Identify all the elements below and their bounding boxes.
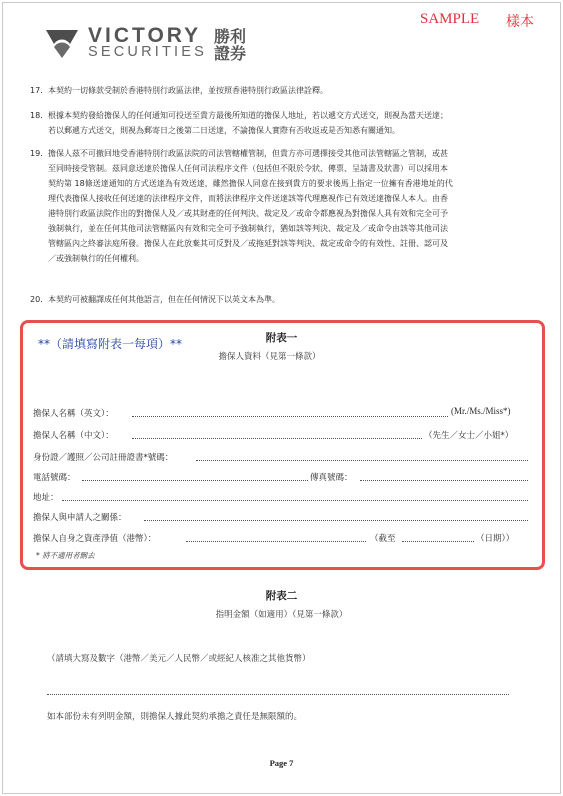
- name-en-label: 擔保人名稱（英文）：: [33, 409, 114, 419]
- clause-text: 契約第 18條送達通知的方式送達為有效送達，雖然擔保人同意在接到貴方的要求後馬上指定一位擁有香港地址的代: [48, 179, 453, 188]
- date-suffix-label: （日期））: [476, 534, 515, 544]
- clause-text: 管轄區內之終審法庭所發。擔保人在此放棄其可反對及／或拖延對該等判決、裁定或命令的有效性、註冊、認可及: [48, 239, 448, 248]
- amount-instruction: （請填大寫及數字（港幣／美元／人民幣／或經紀人核准之其他貨幣）: [47, 654, 311, 664]
- schedule-1-title: 附表一: [265, 332, 298, 344]
- clause-text: 根據本契約發給擔保人的任何通知可投送至貴方最後所知道的擔保人地址，若以遞交方式送交，則視為當天送達；: [48, 111, 448, 120]
- as-of-label: （截至: [370, 534, 396, 544]
- sample-stamp-zh: 樣本: [506, 14, 534, 30]
- specified-amount-field[interactable]: [47, 686, 509, 695]
- relationship-field[interactable]: [144, 511, 528, 521]
- address-field[interactable]: [62, 491, 528, 501]
- schedule-1-subtitle: 擔保人資料（見第一條款）: [218, 352, 321, 362]
- name-zh-label: 擔保人名稱（中文）：: [33, 431, 114, 441]
- net-worth-label: 擔保人自身之資產淨值（港幣）：: [33, 534, 157, 544]
- clause-text: 理代表擔保人接收任何送達的法律程序文件，而將法律程序文件送達該等代理應視作已有效送達擔保人本人。由香: [48, 194, 448, 203]
- clause-number: 18.: [30, 111, 43, 120]
- id-number-field[interactable]: [196, 451, 528, 461]
- clause-number: 19.: [30, 149, 43, 158]
- logo-text-zh-1: 勝利: [214, 27, 247, 46]
- fax-label: 傳真號碼：: [310, 473, 353, 483]
- clause-text: 本契約一切條款受制於香港特別行政區法律，並按照香港特別行政區法律詮釋。: [48, 86, 328, 95]
- victory-logo-icon: [44, 26, 80, 60]
- clause-text: 強制執行，並在任何其他司法管轄區內有效和完全可予強制執行，猶如該等判決、裁定及／或命令由該等其他司法: [48, 224, 448, 233]
- net-worth-field[interactable]: [186, 532, 366, 542]
- phone-field[interactable]: [82, 471, 308, 481]
- logo-text-securities: SECURITIES: [88, 44, 208, 60]
- logo-text-victory: VICTORY: [88, 24, 202, 47]
- id-number-label: 身份證／護照／公司註冊證書*號碼：: [33, 453, 174, 463]
- page-number: Page 7: [269, 758, 294, 768]
- schedule-2-title: 附表二: [265, 590, 298, 602]
- schedule-2-subtitle: 指明金額（如適用）（見第一條款）: [215, 610, 348, 620]
- name-en-title-options: (Mr./Ms./Miss*): [451, 406, 511, 416]
- name-zh-field[interactable]: [132, 429, 422, 439]
- name-zh-title-options: （先生／女士／小姐*）: [424, 431, 514, 441]
- clause-number: 20.: [30, 295, 43, 304]
- clause-text: 若以郵遞方式送交，則視為郵寄日之後第二日送達，不論擔保人實際有否收返或是否知悉有關通知。: [48, 126, 400, 135]
- strike-out-footnote: * 將不適用者刪去: [36, 551, 95, 560]
- relationship-label: 擔保人與申請人之關係：: [33, 513, 127, 523]
- clause-text: 本契約可被翻譯成任何其他語言，但在任何情況下以英文本為準。: [48, 295, 280, 304]
- unlimited-liability-note: 如本部份未有列明金額，則擔保人據此契約承擔之責任是無限額的。: [47, 712, 303, 722]
- clause-text: 擔保人茲不可撤回地受香港特別行政區法院的司法管轄權管制，但貴方亦可選擇接受其他司法管轄區之管制，或甚: [48, 149, 448, 158]
- sample-stamp: SAMPLE: [420, 11, 480, 27]
- name-en-field[interactable]: [132, 407, 448, 417]
- phone-label: 電話號碼：: [33, 473, 76, 483]
- fill-instruction-note: **（請填寫附表一每項）**: [38, 337, 183, 351]
- company-logo: [44, 24, 249, 62]
- fax-field[interactable]: [360, 471, 528, 481]
- clause-text: ／或強制執行的任何權利。: [48, 254, 144, 263]
- clause-text: 至同時接受管制。茲同意送達於擔保人任何司法程序文件（包括但不限於令狀、傳票、呈請書及狀書）可以採用本: [48, 164, 448, 173]
- clause-number: 17.: [30, 86, 43, 95]
- clause-text: 港特別行政區法院作出的對擔保人及／或其財產的任何判決、裁定及／或命令都應視為對擔保人具有效和完全可予: [48, 209, 448, 218]
- as-of-date-field[interactable]: [402, 532, 474, 542]
- logo-text-zh-2: 證券: [214, 44, 247, 63]
- address-label: 地址：: [33, 493, 59, 503]
